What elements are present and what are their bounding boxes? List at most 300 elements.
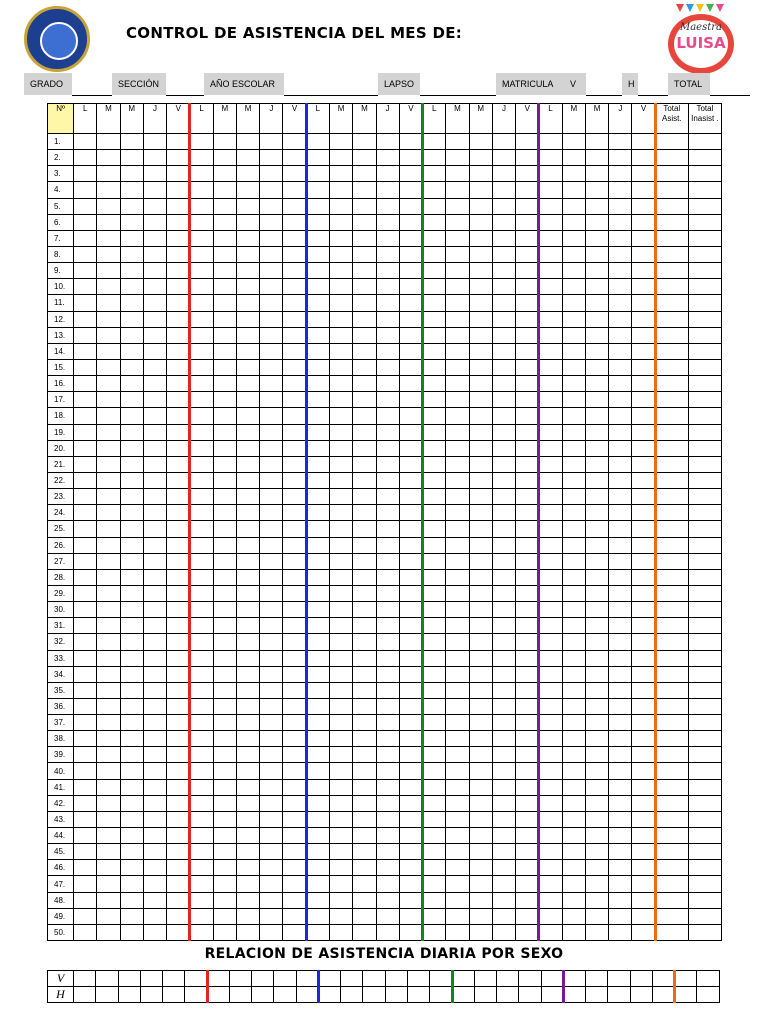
summary-cell[interactable] (318, 987, 340, 1003)
attendance-cell[interactable] (213, 489, 236, 505)
attendance-cell[interactable] (306, 779, 329, 795)
attendance-cell[interactable] (353, 634, 376, 650)
attendance-cell[interactable] (260, 456, 283, 472)
attendance-cell[interactable] (353, 779, 376, 795)
summary-cell[interactable] (363, 971, 385, 987)
attendance-cell[interactable] (539, 908, 562, 924)
attendance-cell[interactable] (236, 327, 259, 343)
attendance-cell[interactable] (585, 908, 608, 924)
total-cell[interactable] (655, 602, 688, 618)
attendance-cell[interactable] (492, 553, 515, 569)
attendance-cell[interactable] (330, 214, 353, 230)
attendance-cell[interactable] (330, 553, 353, 569)
attendance-cell[interactable] (446, 295, 469, 311)
attendance-cell[interactable] (516, 715, 539, 731)
attendance-cell[interactable] (330, 166, 353, 182)
attendance-cell[interactable] (190, 585, 213, 601)
attendance-cell[interactable] (167, 327, 190, 343)
attendance-cell[interactable] (353, 860, 376, 876)
attendance-cell[interactable] (562, 924, 585, 940)
attendance-cell[interactable] (353, 585, 376, 601)
attendance-cell[interactable] (353, 763, 376, 779)
attendance-cell[interactable] (539, 456, 562, 472)
attendance-cell[interactable] (609, 731, 632, 747)
attendance-cell[interactable] (492, 860, 515, 876)
total-cell[interactable] (688, 263, 721, 279)
attendance-cell[interactable] (213, 779, 236, 795)
attendance-cell[interactable] (353, 456, 376, 472)
attendance-cell[interactable] (353, 343, 376, 359)
attendance-cell[interactable] (446, 618, 469, 634)
attendance-cell[interactable] (330, 779, 353, 795)
attendance-cell[interactable] (330, 424, 353, 440)
attendance-cell[interactable] (306, 844, 329, 860)
attendance-cell[interactable] (143, 505, 166, 521)
attendance-cell[interactable] (399, 214, 422, 230)
attendance-cell[interactable] (190, 634, 213, 650)
attendance-cell[interactable] (330, 602, 353, 618)
attendance-cell[interactable] (236, 198, 259, 214)
attendance-cell[interactable] (330, 311, 353, 327)
attendance-cell[interactable] (399, 715, 422, 731)
attendance-cell[interactable] (562, 876, 585, 892)
attendance-cell[interactable] (516, 134, 539, 150)
attendance-cell[interactable] (632, 343, 655, 359)
attendance-cell[interactable] (120, 698, 143, 714)
attendance-cell[interactable] (585, 134, 608, 150)
attendance-cell[interactable] (446, 230, 469, 246)
attendance-cell[interactable] (213, 666, 236, 682)
summary-cell[interactable] (274, 987, 296, 1003)
attendance-cell[interactable] (143, 327, 166, 343)
attendance-cell[interactable] (167, 279, 190, 295)
attendance-cell[interactable] (423, 166, 446, 182)
attendance-cell[interactable] (492, 602, 515, 618)
attendance-cell[interactable] (167, 521, 190, 537)
attendance-cell[interactable] (609, 150, 632, 166)
attendance-cell[interactable] (469, 924, 492, 940)
attendance-cell[interactable] (423, 214, 446, 230)
attendance-cell[interactable] (330, 811, 353, 827)
attendance-cell[interactable] (353, 811, 376, 827)
attendance-cell[interactable] (143, 569, 166, 585)
attendance-cell[interactable] (167, 214, 190, 230)
attendance-cell[interactable] (609, 408, 632, 424)
attendance-cell[interactable] (236, 828, 259, 844)
attendance-cell[interactable] (330, 295, 353, 311)
attendance-cell[interactable] (167, 618, 190, 634)
attendance-cell[interactable] (562, 521, 585, 537)
attendance-cell[interactable] (423, 440, 446, 456)
attendance-cell[interactable] (469, 731, 492, 747)
summary-cell[interactable] (252, 987, 274, 1003)
attendance-cell[interactable] (283, 343, 306, 359)
attendance-cell[interactable] (283, 424, 306, 440)
attendance-cell[interactable] (469, 666, 492, 682)
attendance-cell[interactable] (539, 698, 562, 714)
attendance-cell[interactable] (516, 263, 539, 279)
attendance-cell[interactable] (562, 795, 585, 811)
attendance-cell[interactable] (190, 602, 213, 618)
total-cell[interactable] (655, 537, 688, 553)
attendance-cell[interactable] (562, 472, 585, 488)
attendance-cell[interactable] (632, 779, 655, 795)
attendance-cell[interactable] (446, 650, 469, 666)
attendance-cell[interactable] (97, 795, 120, 811)
attendance-cell[interactable] (330, 537, 353, 553)
attendance-cell[interactable] (609, 747, 632, 763)
attendance-cell[interactable] (609, 230, 632, 246)
attendance-cell[interactable] (167, 472, 190, 488)
attendance-cell[interactable] (539, 521, 562, 537)
attendance-cell[interactable] (353, 715, 376, 731)
attendance-cell[interactable] (585, 844, 608, 860)
attendance-cell[interactable] (632, 844, 655, 860)
attendance-cell[interactable] (236, 618, 259, 634)
attendance-cell[interactable] (423, 263, 446, 279)
attendance-cell[interactable] (562, 553, 585, 569)
attendance-cell[interactable] (167, 715, 190, 731)
attendance-cell[interactable] (190, 456, 213, 472)
attendance-cell[interactable] (446, 246, 469, 262)
attendance-cell[interactable] (609, 263, 632, 279)
attendance-cell[interactable] (446, 698, 469, 714)
attendance-cell[interactable] (562, 569, 585, 585)
attendance-cell[interactable] (399, 892, 422, 908)
attendance-cell[interactable] (283, 392, 306, 408)
attendance-cell[interactable] (353, 795, 376, 811)
attendance-cell[interactable] (609, 698, 632, 714)
attendance-cell[interactable] (283, 198, 306, 214)
attendance-cell[interactable] (236, 408, 259, 424)
total-cell[interactable] (655, 392, 688, 408)
attendance-cell[interactable] (190, 892, 213, 908)
attendance-cell[interactable] (283, 715, 306, 731)
attendance-cell[interactable] (213, 408, 236, 424)
attendance-cell[interactable] (399, 456, 422, 472)
attendance-cell[interactable] (190, 876, 213, 892)
attendance-cell[interactable] (74, 666, 97, 682)
total-cell[interactable] (655, 214, 688, 230)
attendance-cell[interactable] (469, 569, 492, 585)
grado-field[interactable] (72, 95, 112, 96)
attendance-cell[interactable] (167, 634, 190, 650)
attendance-cell[interactable] (330, 795, 353, 811)
attendance-cell[interactable] (399, 134, 422, 150)
attendance-cell[interactable] (97, 311, 120, 327)
attendance-cell[interactable] (120, 440, 143, 456)
attendance-cell[interactable] (446, 408, 469, 424)
attendance-cell[interactable] (516, 892, 539, 908)
attendance-cell[interactable] (353, 263, 376, 279)
attendance-cell[interactable] (260, 359, 283, 375)
attendance-cell[interactable] (423, 731, 446, 747)
attendance-cell[interactable] (190, 440, 213, 456)
ano-escolar-field[interactable] (284, 95, 378, 96)
attendance-cell[interactable] (260, 569, 283, 585)
attendance-cell[interactable] (399, 392, 422, 408)
summary-cell[interactable] (586, 987, 608, 1003)
attendance-cell[interactable] (376, 440, 399, 456)
attendance-cell[interactable] (97, 456, 120, 472)
attendance-cell[interactable] (260, 198, 283, 214)
attendance-cell[interactable] (306, 295, 329, 311)
attendance-cell[interactable] (446, 795, 469, 811)
attendance-cell[interactable] (446, 811, 469, 827)
attendance-cell[interactable] (539, 214, 562, 230)
attendance-cell[interactable] (213, 295, 236, 311)
attendance-cell[interactable] (260, 650, 283, 666)
attendance-cell[interactable] (330, 182, 353, 198)
attendance-cell[interactable] (632, 602, 655, 618)
attendance-cell[interactable] (469, 682, 492, 698)
attendance-cell[interactable] (353, 908, 376, 924)
attendance-cell[interactable] (167, 263, 190, 279)
attendance-cell[interactable] (330, 246, 353, 262)
attendance-cell[interactable] (446, 602, 469, 618)
attendance-cell[interactable] (469, 505, 492, 521)
total-cell[interactable] (688, 521, 721, 537)
total-cell[interactable] (688, 811, 721, 827)
total-cell[interactable] (655, 166, 688, 182)
attendance-cell[interactable] (539, 585, 562, 601)
attendance-cell[interactable] (330, 698, 353, 714)
attendance-cell[interactable] (376, 682, 399, 698)
attendance-cell[interactable] (632, 666, 655, 682)
attendance-cell[interactable] (306, 505, 329, 521)
attendance-cell[interactable] (143, 715, 166, 731)
attendance-cell[interactable] (283, 763, 306, 779)
attendance-cell[interactable] (585, 602, 608, 618)
attendance-cell[interactable] (585, 763, 608, 779)
attendance-cell[interactable] (585, 537, 608, 553)
attendance-cell[interactable] (236, 505, 259, 521)
seccion-field[interactable] (166, 95, 204, 96)
attendance-cell[interactable] (74, 585, 97, 601)
attendance-cell[interactable] (632, 876, 655, 892)
total-cell[interactable] (655, 134, 688, 150)
attendance-cell[interactable] (330, 731, 353, 747)
attendance-cell[interactable] (376, 747, 399, 763)
attendance-cell[interactable] (539, 844, 562, 860)
attendance-cell[interactable] (283, 908, 306, 924)
attendance-cell[interactable] (213, 279, 236, 295)
attendance-cell[interactable] (492, 279, 515, 295)
attendance-cell[interactable] (190, 295, 213, 311)
attendance-cell[interactable] (353, 295, 376, 311)
attendance-cell[interactable] (423, 892, 446, 908)
attendance-cell[interactable] (469, 747, 492, 763)
attendance-cell[interactable] (376, 489, 399, 505)
attendance-cell[interactable] (609, 279, 632, 295)
attendance-cell[interactable] (143, 311, 166, 327)
attendance-cell[interactable] (143, 246, 166, 262)
total-cell[interactable] (688, 763, 721, 779)
attendance-cell[interactable] (120, 182, 143, 198)
attendance-cell[interactable] (539, 860, 562, 876)
attendance-cell[interactable] (74, 246, 97, 262)
summary-cell[interactable] (96, 987, 118, 1003)
attendance-cell[interactable] (539, 731, 562, 747)
attendance-cell[interactable] (399, 908, 422, 924)
attendance-cell[interactable] (213, 359, 236, 375)
attendance-cell[interactable] (492, 828, 515, 844)
total-cell[interactable] (655, 327, 688, 343)
total-cell[interactable] (655, 844, 688, 860)
attendance-cell[interactable] (585, 214, 608, 230)
attendance-cell[interactable] (632, 198, 655, 214)
attendance-cell[interactable] (562, 650, 585, 666)
summary-cell[interactable] (140, 987, 162, 1003)
attendance-cell[interactable] (585, 553, 608, 569)
attendance-cell[interactable] (330, 472, 353, 488)
attendance-cell[interactable] (260, 844, 283, 860)
attendance-cell[interactable] (609, 521, 632, 537)
attendance-cell[interactable] (283, 327, 306, 343)
attendance-cell[interactable] (469, 182, 492, 198)
attendance-cell[interactable] (190, 682, 213, 698)
attendance-cell[interactable] (609, 424, 632, 440)
attendance-cell[interactable] (562, 198, 585, 214)
attendance-cell[interactable] (97, 860, 120, 876)
attendance-cell[interactable] (376, 537, 399, 553)
attendance-cell[interactable] (97, 876, 120, 892)
attendance-cell[interactable] (609, 569, 632, 585)
attendance-cell[interactable] (585, 666, 608, 682)
attendance-cell[interactable] (260, 134, 283, 150)
attendance-cell[interactable] (469, 521, 492, 537)
attendance-cell[interactable] (539, 747, 562, 763)
attendance-cell[interactable] (632, 811, 655, 827)
attendance-cell[interactable] (97, 908, 120, 924)
attendance-cell[interactable] (190, 521, 213, 537)
attendance-cell[interactable] (120, 537, 143, 553)
summary-cell[interactable] (74, 987, 96, 1003)
attendance-cell[interactable] (167, 844, 190, 860)
attendance-cell[interactable] (74, 731, 97, 747)
attendance-cell[interactable] (143, 698, 166, 714)
attendance-cell[interactable] (190, 666, 213, 682)
attendance-cell[interactable] (143, 618, 166, 634)
attendance-cell[interactable] (539, 182, 562, 198)
attendance-cell[interactable] (492, 811, 515, 827)
attendance-cell[interactable] (260, 634, 283, 650)
attendance-cell[interactable] (143, 456, 166, 472)
attendance-cell[interactable] (353, 166, 376, 182)
attendance-cell[interactable] (539, 634, 562, 650)
attendance-cell[interactable] (97, 359, 120, 375)
attendance-cell[interactable] (585, 392, 608, 408)
attendance-cell[interactable] (423, 698, 446, 714)
attendance-cell[interactable] (399, 311, 422, 327)
attendance-cell[interactable] (260, 908, 283, 924)
attendance-cell[interactable] (492, 359, 515, 375)
attendance-cell[interactable] (236, 908, 259, 924)
attendance-cell[interactable] (376, 698, 399, 714)
attendance-cell[interactable] (423, 182, 446, 198)
summary-cell[interactable] (541, 971, 563, 987)
attendance-cell[interactable] (283, 279, 306, 295)
attendance-cell[interactable] (97, 779, 120, 795)
attendance-cell[interactable] (260, 715, 283, 731)
attendance-cell[interactable] (376, 860, 399, 876)
summary-cell[interactable] (452, 971, 474, 987)
attendance-cell[interactable] (376, 634, 399, 650)
attendance-cell[interactable] (446, 440, 469, 456)
attendance-cell[interactable] (585, 828, 608, 844)
attendance-cell[interactable] (260, 214, 283, 230)
attendance-cell[interactable] (236, 569, 259, 585)
attendance-cell[interactable] (446, 747, 469, 763)
attendance-cell[interactable] (213, 811, 236, 827)
attendance-cell[interactable] (74, 715, 97, 731)
attendance-cell[interactable] (632, 634, 655, 650)
attendance-cell[interactable] (492, 521, 515, 537)
attendance-cell[interactable] (585, 456, 608, 472)
attendance-cell[interactable] (353, 472, 376, 488)
attendance-cell[interactable] (562, 279, 585, 295)
attendance-cell[interactable] (469, 279, 492, 295)
attendance-cell[interactable] (516, 811, 539, 827)
attendance-cell[interactable] (283, 359, 306, 375)
attendance-cell[interactable] (539, 715, 562, 731)
summary-cell[interactable] (630, 971, 652, 987)
attendance-cell[interactable] (260, 666, 283, 682)
attendance-cell[interactable] (516, 731, 539, 747)
attendance-cell[interactable] (120, 585, 143, 601)
attendance-cell[interactable] (516, 230, 539, 246)
attendance-cell[interactable] (97, 134, 120, 150)
attendance-cell[interactable] (632, 246, 655, 262)
attendance-cell[interactable] (399, 489, 422, 505)
attendance-cell[interactable] (492, 844, 515, 860)
attendance-cell[interactable] (74, 521, 97, 537)
attendance-cell[interactable] (97, 166, 120, 182)
attendance-cell[interactable] (585, 876, 608, 892)
attendance-cell[interactable] (120, 327, 143, 343)
attendance-cell[interactable] (97, 698, 120, 714)
attendance-cell[interactable] (213, 698, 236, 714)
attendance-cell[interactable] (236, 634, 259, 650)
attendance-cell[interactable] (120, 860, 143, 876)
attendance-cell[interactable] (632, 650, 655, 666)
attendance-cell[interactable] (399, 602, 422, 618)
attendance-cell[interactable] (399, 440, 422, 456)
attendance-cell[interactable] (353, 537, 376, 553)
attendance-cell[interactable] (120, 214, 143, 230)
attendance-cell[interactable] (376, 795, 399, 811)
attendance-cell[interactable] (632, 618, 655, 634)
attendance-cell[interactable] (516, 763, 539, 779)
attendance-cell[interactable] (143, 795, 166, 811)
attendance-cell[interactable] (539, 472, 562, 488)
attendance-cell[interactable] (469, 811, 492, 827)
attendance-cell[interactable] (120, 650, 143, 666)
attendance-cell[interactable] (74, 634, 97, 650)
attendance-cell[interactable] (516, 908, 539, 924)
total-cell[interactable] (655, 618, 688, 634)
attendance-cell[interactable] (236, 214, 259, 230)
attendance-cell[interactable] (306, 924, 329, 940)
attendance-cell[interactable] (492, 408, 515, 424)
attendance-cell[interactable] (632, 166, 655, 182)
attendance-cell[interactable] (539, 618, 562, 634)
attendance-cell[interactable] (539, 408, 562, 424)
attendance-cell[interactable] (97, 230, 120, 246)
attendance-cell[interactable] (585, 198, 608, 214)
attendance-cell[interactable] (283, 214, 306, 230)
attendance-cell[interactable] (609, 908, 632, 924)
